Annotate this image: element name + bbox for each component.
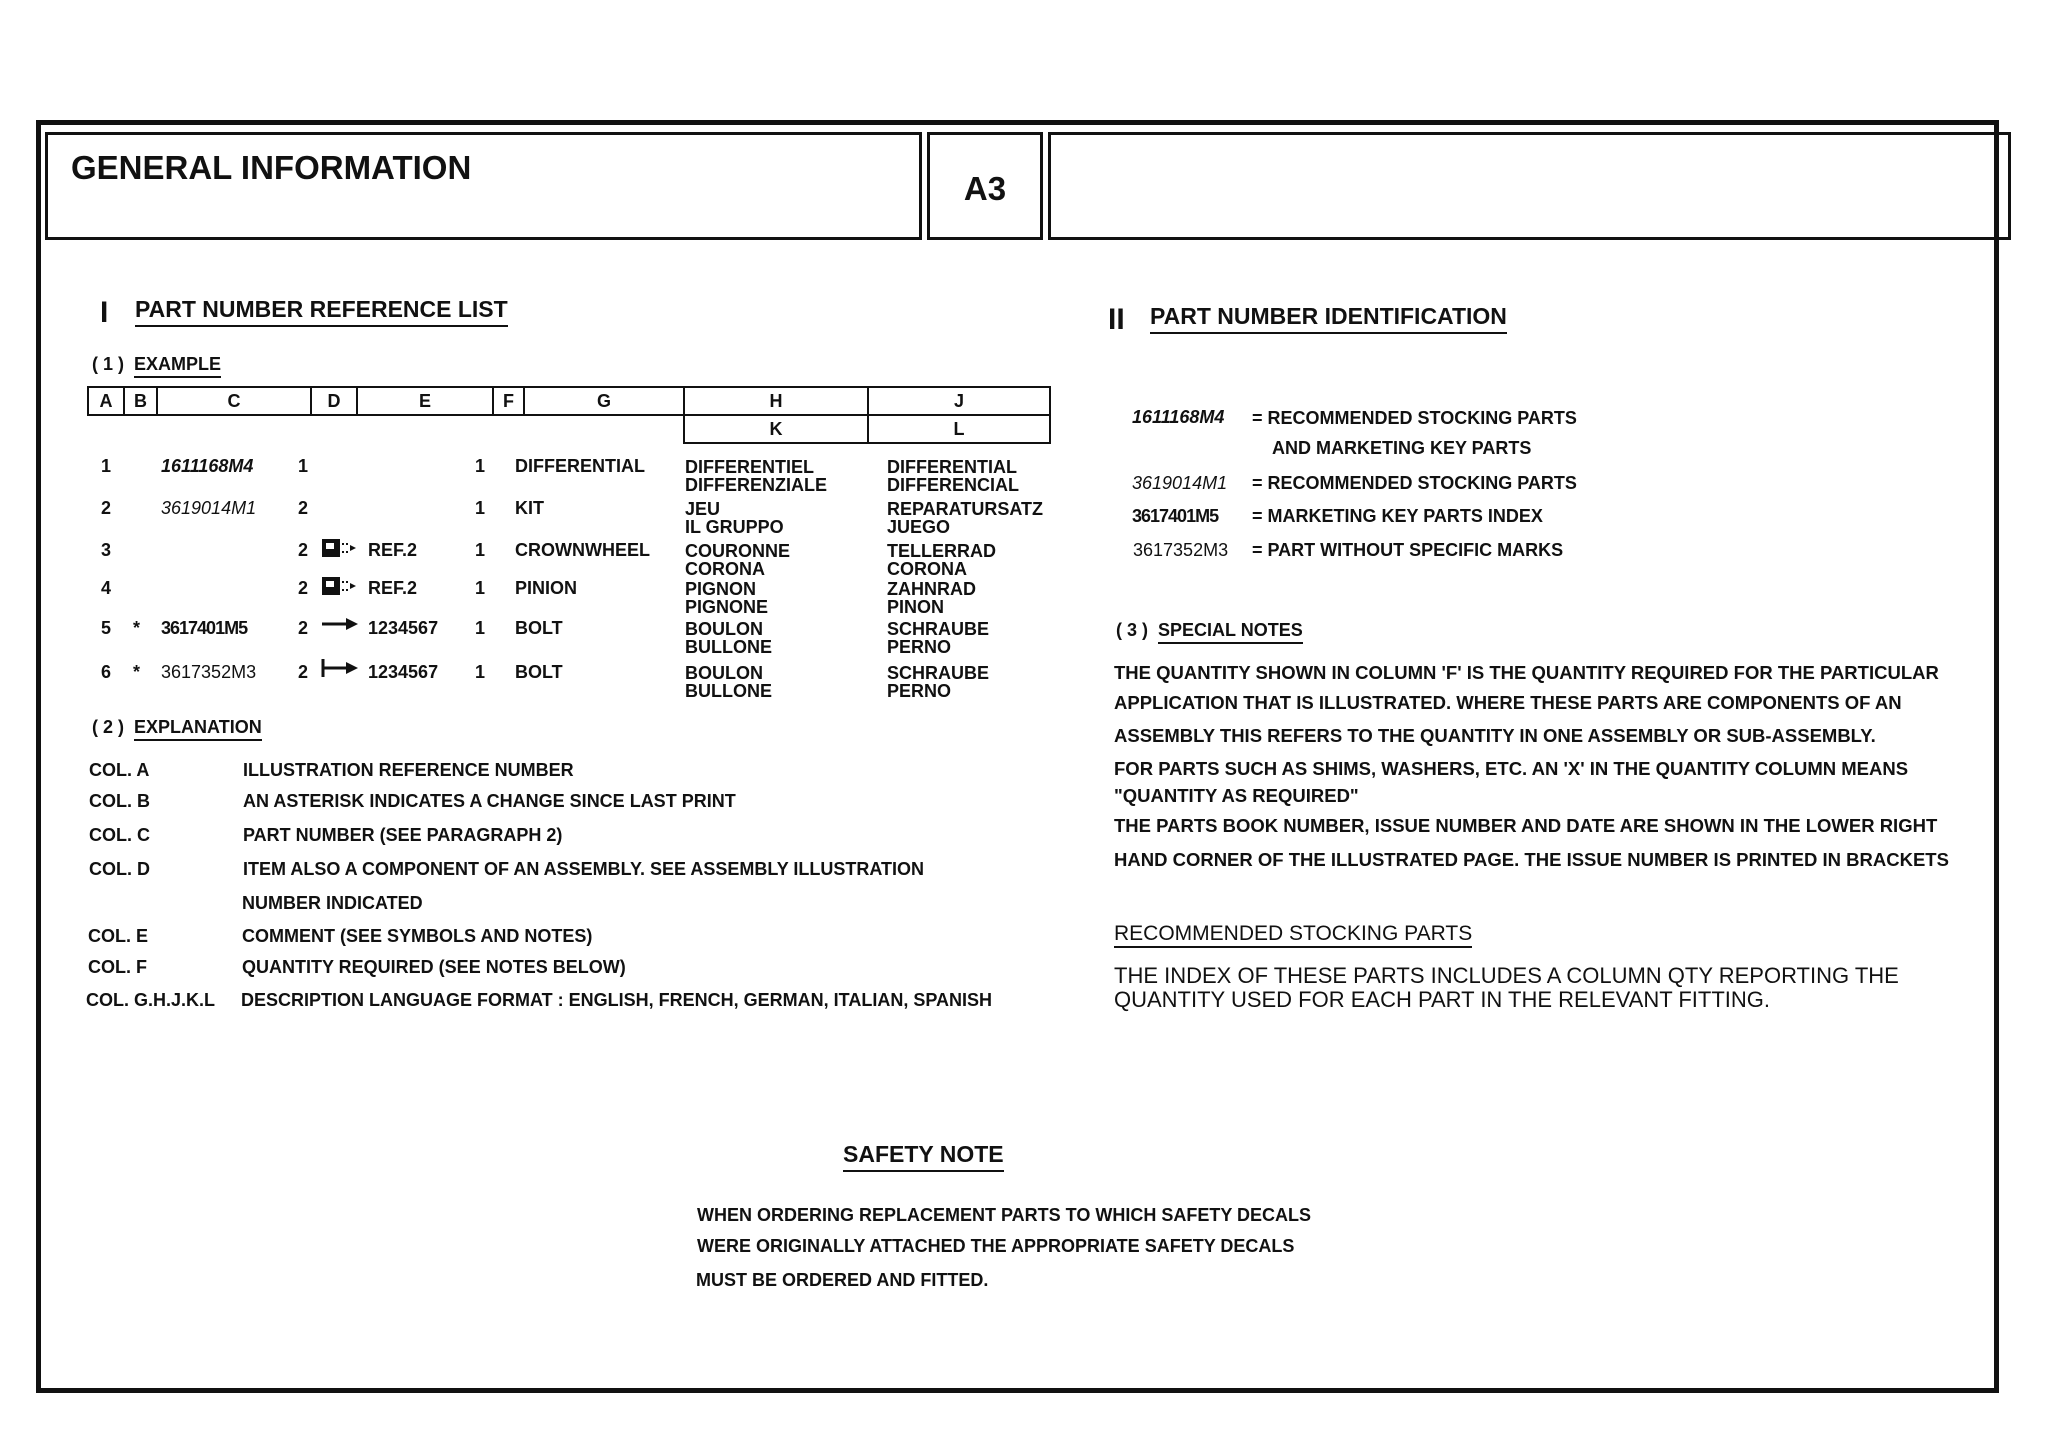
col-f: F bbox=[493, 387, 524, 415]
row-c: 3617352M3 bbox=[161, 662, 257, 682]
col-c: C bbox=[157, 387, 311, 415]
assembly-ref-icon bbox=[320, 536, 362, 560]
row-e: 1234567 bbox=[368, 618, 439, 638]
row-g: BOLT bbox=[515, 618, 563, 638]
explanation-text: AN ASTERISK INDICATES A CHANGE SINCE LAST PRINT bbox=[243, 791, 736, 811]
pn-id-desc: = MARKETING KEY PARTS INDEX bbox=[1252, 506, 1543, 526]
row-h2: PIGNONE bbox=[685, 597, 769, 617]
explanation-col: COL. A bbox=[89, 760, 150, 780]
col-b: B bbox=[124, 387, 157, 415]
row-b: * bbox=[133, 618, 141, 638]
row-h2: IL GRUPPO bbox=[685, 517, 784, 537]
col-h: H bbox=[684, 387, 868, 415]
arrow-right-icon bbox=[320, 614, 360, 634]
explanation-col: COL. C bbox=[89, 825, 150, 845]
explanation-text: DESCRIPTION LANGUAGE FORMAT : ENGLISH, FRENCH, GERMAN, ITALIAN, SPANISH bbox=[241, 990, 992, 1010]
row-g: PINION bbox=[515, 578, 578, 598]
special-note-line: FOR PARTS SUCH AS SHIMS, WASHERS, ETC. AN 'X' IN THE QUANTITY COLUMN MEANS bbox=[1114, 758, 1909, 779]
section2-title: PART NUMBER IDENTIFICATION bbox=[1150, 303, 1507, 334]
explanation-col: COL. E bbox=[88, 926, 149, 946]
special-note-line: ASSEMBLY THIS REFERS TO THE QUANTITY IN ONE ASSEMBLY OR SUB-ASSEMBLY. bbox=[1114, 725, 1876, 746]
reference-column-header bbox=[87, 386, 1051, 444]
row-d: 2 bbox=[298, 618, 309, 638]
row-d: 2 bbox=[298, 540, 309, 560]
section1-numeral: I bbox=[100, 296, 109, 329]
pn-id-number: 3617401M5 bbox=[1132, 506, 1219, 526]
row-j2: PERNO bbox=[887, 681, 952, 701]
pn-id-number: 3619014M1 bbox=[1132, 473, 1228, 493]
special-note-line: THE PARTS BOOK NUMBER, ISSUE NUMBER AND DATE ARE SHOWN IN THE LOWER RIGHT bbox=[1114, 815, 1938, 836]
row-j2: CORONA bbox=[887, 559, 967, 579]
explanation-text: ITEM ALSO A COMPONENT OF AN ASSEMBLY. SEE ASSEMBLY ILLUSTRATION bbox=[243, 859, 925, 879]
row-e: 1234567 bbox=[368, 662, 439, 682]
safety-line: WERE ORIGINALLY ATTACHED THE APPROPRIATE SAFETY DECALS bbox=[697, 1236, 1295, 1256]
example-heading bbox=[92, 354, 221, 375]
row-c: 1611168M4 bbox=[161, 456, 254, 476]
col-k: K bbox=[684, 415, 868, 443]
row-h1: BOULON bbox=[685, 663, 763, 683]
row-h2: BULLONE bbox=[685, 637, 772, 657]
row-a: 3 bbox=[101, 540, 112, 560]
section2-numeral: II bbox=[1108, 303, 1125, 336]
row-f: 1 bbox=[475, 540, 486, 560]
row-j1: SCHRAUBE bbox=[887, 619, 990, 639]
special-note-line: APPLICATION THAT IS ILLUSTRATED. WHERE THESE PARTS ARE COMPONENTS OF AN bbox=[1114, 692, 1902, 713]
pn-id-desc: = RECOMMENDED STOCKING PARTS bbox=[1252, 473, 1577, 493]
row-d: 2 bbox=[298, 498, 309, 518]
recommended-line: QUANTITY USED FOR EACH PART IN THE RELEVANT FITTING. bbox=[1114, 987, 1771, 1012]
special-note-line: THE QUANTITY SHOWN IN COLUMN 'F' IS THE QUANTITY REQUIRED FOR THE PARTICULAR bbox=[1114, 662, 1939, 683]
section1-title: PART NUMBER REFERENCE LIST bbox=[135, 296, 508, 327]
row-h2: BULLONE bbox=[685, 681, 772, 701]
row-b: * bbox=[133, 662, 141, 682]
safety-line: WHEN ORDERING REPLACEMENT PARTS TO WHICH SAFETY DECALS bbox=[697, 1205, 1312, 1225]
explanation-heading bbox=[92, 717, 262, 738]
explanation-num: ( 2 ) bbox=[92, 717, 125, 737]
explanation-text: NUMBER INDICATED bbox=[242, 893, 423, 913]
explanation-col: COL. D bbox=[89, 859, 150, 879]
explanation-text: ILLUSTRATION REFERENCE NUMBER bbox=[243, 760, 574, 780]
row-h1: BOULON bbox=[685, 619, 763, 639]
example-label: EXAMPLE bbox=[134, 354, 221, 378]
row-d: 2 bbox=[298, 662, 309, 682]
col-d: D bbox=[311, 387, 357, 415]
row-f: 1 bbox=[475, 498, 486, 518]
col-j: J bbox=[868, 387, 1050, 415]
explanation-text: COMMENT (SEE SYMBOLS AND NOTES) bbox=[242, 926, 593, 946]
row-f: 1 bbox=[475, 456, 486, 476]
row-h1: COURONNE bbox=[685, 541, 791, 561]
explanation-text: QUANTITY REQUIRED (SEE NOTES BELOW) bbox=[242, 957, 626, 977]
row-a: 5 bbox=[101, 618, 112, 638]
row-d: 2 bbox=[298, 578, 309, 598]
row-c: 3617401M5 bbox=[161, 618, 248, 638]
bar-arrow-icon bbox=[320, 657, 360, 679]
special-note-line: HAND CORNER OF THE ILLUSTRATED PAGE. THE ISSUE NUMBER IS PRINTED IN BRACKETS bbox=[1114, 849, 1949, 870]
row-j1: ZAHNRAD bbox=[887, 579, 976, 599]
page-title: GENERAL INFORMATION bbox=[71, 149, 472, 186]
row-a: 1 bbox=[101, 456, 112, 476]
header-blank-box bbox=[1048, 132, 2011, 240]
pn-id-desc: = RECOMMENDED STOCKING PARTS bbox=[1252, 408, 1577, 428]
row-f: 1 bbox=[475, 578, 486, 598]
row-g: DIFFERENTIAL bbox=[515, 456, 645, 476]
row-h1: PIGNON bbox=[685, 579, 757, 599]
pn-id-desc: = PART WITHOUT SPECIFIC MARKS bbox=[1252, 540, 1564, 560]
row-j2: DIFFERENCIAL bbox=[887, 475, 1019, 495]
explanation-text: PART NUMBER (SEE PARAGRAPH 2) bbox=[243, 825, 563, 845]
recommended-heading: RECOMMENDED STOCKING PARTS bbox=[1114, 922, 1472, 948]
row-e: REF.2 bbox=[368, 578, 418, 598]
row-g: KIT bbox=[515, 498, 544, 518]
special-notes-label: SPECIAL NOTES bbox=[1158, 620, 1303, 644]
row-j1: TELLERRAD bbox=[887, 541, 996, 561]
row-g: BOLT bbox=[515, 662, 563, 682]
explanation-col: COL. G.H.J.K.L bbox=[86, 990, 216, 1010]
recommended-line: THE INDEX OF THESE PARTS INCLUDES A COLUMN QTY REPORTING THE bbox=[1114, 963, 1899, 988]
row-j2: PINON bbox=[887, 597, 945, 617]
special-notes-num: ( 3 ) bbox=[1116, 620, 1149, 640]
special-note-line: "QUANTITY AS REQUIRED" bbox=[1114, 785, 1359, 806]
special-notes-heading bbox=[1116, 620, 1303, 641]
header-code-box bbox=[927, 132, 1043, 240]
pn-id-desc: AND MARKETING KEY PARTS bbox=[1272, 438, 1532, 458]
row-a: 4 bbox=[101, 578, 112, 598]
row-h1: DIFFERENTIEL bbox=[685, 457, 814, 477]
row-h2: CORONA bbox=[685, 559, 765, 579]
explanation-label: EXPLANATION bbox=[134, 717, 262, 741]
header-title-box bbox=[45, 132, 922, 240]
page-code: A3 bbox=[963, 170, 1007, 207]
col-g: G bbox=[524, 387, 684, 415]
row-f: 1 bbox=[475, 618, 486, 638]
safety-title: SAFETY NOTE bbox=[843, 1141, 1004, 1172]
row-j1: REPARATURSATZ bbox=[887, 499, 1043, 519]
pn-id-number: 3617352M3 bbox=[1133, 540, 1229, 560]
safety-line: MUST BE ORDERED AND FITTED. bbox=[696, 1270, 989, 1290]
explanation-col: COL. F bbox=[88, 957, 147, 977]
col-e: E bbox=[357, 387, 493, 415]
row-g: CROWNWHEEL bbox=[515, 540, 650, 560]
col-l: L bbox=[868, 415, 1050, 443]
row-j1: DIFFERENTIAL bbox=[887, 457, 1017, 477]
row-a: 2 bbox=[101, 498, 112, 518]
explanation-col: COL. B bbox=[89, 791, 150, 811]
row-h2: DIFFERENZIALE bbox=[685, 475, 827, 495]
row-e: REF.2 bbox=[368, 540, 418, 560]
pn-id-number: 1611168M4 bbox=[1132, 407, 1225, 427]
example-num: ( 1 ) bbox=[92, 354, 125, 374]
row-c: 3619014M1 bbox=[161, 498, 257, 518]
row-d: 1 bbox=[298, 456, 309, 476]
row-a: 6 bbox=[101, 662, 112, 682]
row-j1: SCHRAUBE bbox=[887, 663, 990, 683]
row-j2: JUEGO bbox=[887, 517, 951, 537]
assembly-ref-icon bbox=[320, 574, 362, 598]
row-f: 1 bbox=[475, 662, 486, 682]
row-j2: PERNO bbox=[887, 637, 952, 657]
row-h1: JEU bbox=[685, 499, 721, 519]
col-a: A bbox=[88, 387, 124, 415]
